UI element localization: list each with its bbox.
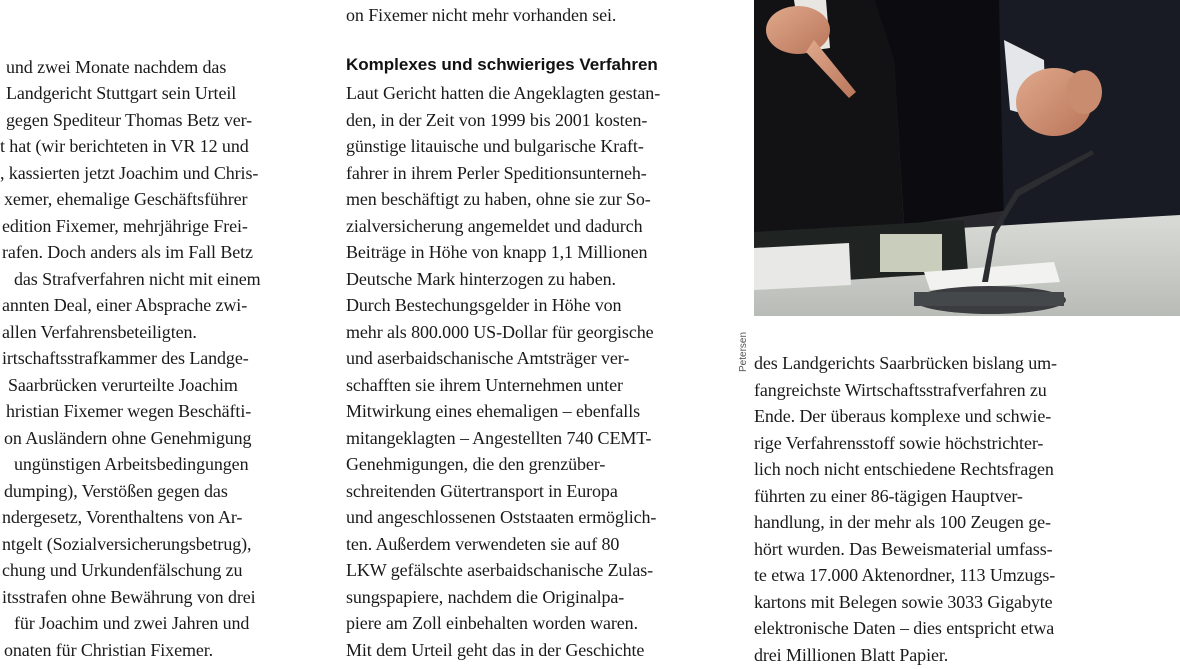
left-line: on Ausländern ohne Genehmigung [4,428,252,448]
middle-top-line: on Fixemer nicht mehr vorhanden sei. [346,5,617,25]
left-line: gegen Spediteur Thomas Betz ver- [6,110,253,130]
right-line: führten zu einer 86-tägigen Hauptver- [754,486,1023,506]
court-photo [754,0,1180,316]
left-line: allen Verfahrensbeteiligten. [2,322,197,342]
left-line: itsstrafen ohne Bewährung von drei [2,587,256,607]
left-line: onaten für Christian Fixemer. [4,640,214,660]
middle-line: fahrer in ihrem Perler Speditionsunterneh- [346,163,647,183]
left-line: hristian Fixemer wegen Beschäfti- [6,401,252,421]
left-line: edition Fixemer, mehrjährige Frei- [2,216,248,236]
left-line: t hat (wir berichteten in VR 12 und [0,136,249,156]
middle-line: und aserbaidschanische Amtsträger ver- [346,348,630,368]
left-line: dumping), Verstößen gegen das [4,481,228,501]
left-line: ndergesetz, Vorenthaltens von Ar- [2,507,243,527]
middle-line: mehr als 800.000 US-Dollar für georgische [346,322,654,342]
middle-line: zialversicherung angemeldet und dadurch [346,216,643,236]
middle-line: schafften sie ihrem Unternehmen unter [346,375,623,395]
right-line: Ende. Der überaus komplexe und schwie- [754,406,1052,426]
left-line: irtschaftsstrafkammer des Landge- [2,348,249,368]
left-line: Saarbrücken verurteilte Joachim [8,375,238,395]
section-heading: Komplexes und schwieriges Verfahren [346,55,658,74]
left-line: chung und Urkundenfälschung zu [2,560,243,580]
middle-line: Genehmigungen, die den grenzüber- [346,454,606,474]
middle-line: Durch Bestechungsgelder in Höhe von [346,295,622,315]
right-line: rige Verfahrensstoff sowie höchstrichter- [754,433,1044,453]
middle-line: mitangeklagten – Angestellten 740 CEMT- [346,428,652,448]
middle-line: Beiträge in Höhe von knapp 1,1 Millionen [346,242,648,262]
right-line: handlung, in der mehr als 100 Zeugen ge- [754,512,1051,532]
middle-line: Mit dem Urteil geht das in der Geschichte [346,640,645,660]
middle-line: men beschäftigt zu haben, ohne sie zur So- [346,189,651,209]
right-line: te etwa 17.000 Aktenordner, 113 Umzugs- [754,565,1056,585]
middle-line: piere am Zoll einbehalten worden waren. [346,613,638,633]
right-line: des Landgerichts Saarbrücken bislang um- [754,353,1057,373]
photo-credit-text: Petersen [738,331,749,372]
middle-line: ten. Außerdem verwendeten sie auf 80 [346,534,620,554]
left-line: für Joachim und zwei Jahren und [14,613,250,633]
right-line: fangreichste Wirtschaftsstrafverfahren zu [754,380,1047,400]
left-line: Landgericht Stuttgart sein Urteil [6,83,237,103]
middle-line: LKW gefälschte aserbaidschanische Zulas- [346,560,654,580]
left-line: und zwei Monate nachdem das [6,57,227,77]
right-line: elektronische Daten – dies entspricht etwa [754,618,1055,638]
middle-line: den, in der Zeit von 1999 bis 2001 kosten- [346,110,648,130]
left-line: annten Deal, einer Absprache zwi- [2,295,248,315]
court-photo-illustration [754,0,1180,316]
right-line: lich noch nicht entschiedene Rechtsfragen [754,459,1054,479]
left-line: das Strafverfahren nicht mit einem [14,269,261,289]
middle-line: schreitenden Gütertransport in Europa [346,481,618,501]
left-line: ungünstigen Arbeitsbedingungen [14,454,249,474]
left-line: ntgelt (Sozialversicherungsbetrug), [2,534,252,554]
left-line: xemer, ehemalige Geschäftsführer [4,189,248,209]
middle-line: sungspapiere, nachdem die Originalpa- [346,587,625,607]
right-line: kartons mit Belegen sowie 3033 Gigabyte [754,592,1053,612]
left-line: , kassierten jetzt Joachim und Chris- [0,163,259,183]
right-line: drei Millionen Blatt Papier. [754,645,949,665]
left-line: rafen. Doch anders als im Fall Betz [2,242,253,262]
middle-line: Mitwirkung eines ehemaligen – ebenfalls [346,401,641,421]
photo-credit [734,316,754,376]
middle-line: Laut Gericht hatten die Angeklagten gestan- [346,83,661,103]
right-line: hört wurden. Das Beweismaterial umfass- [754,539,1053,559]
middle-line: Deutsche Mark hinterzogen zu haben. [346,269,616,289]
middle-line: und angeschlossenen Oststaaten ermöglich- [346,507,657,527]
middle-line: günstige litauische und bulgarische Kraft- [346,136,644,156]
